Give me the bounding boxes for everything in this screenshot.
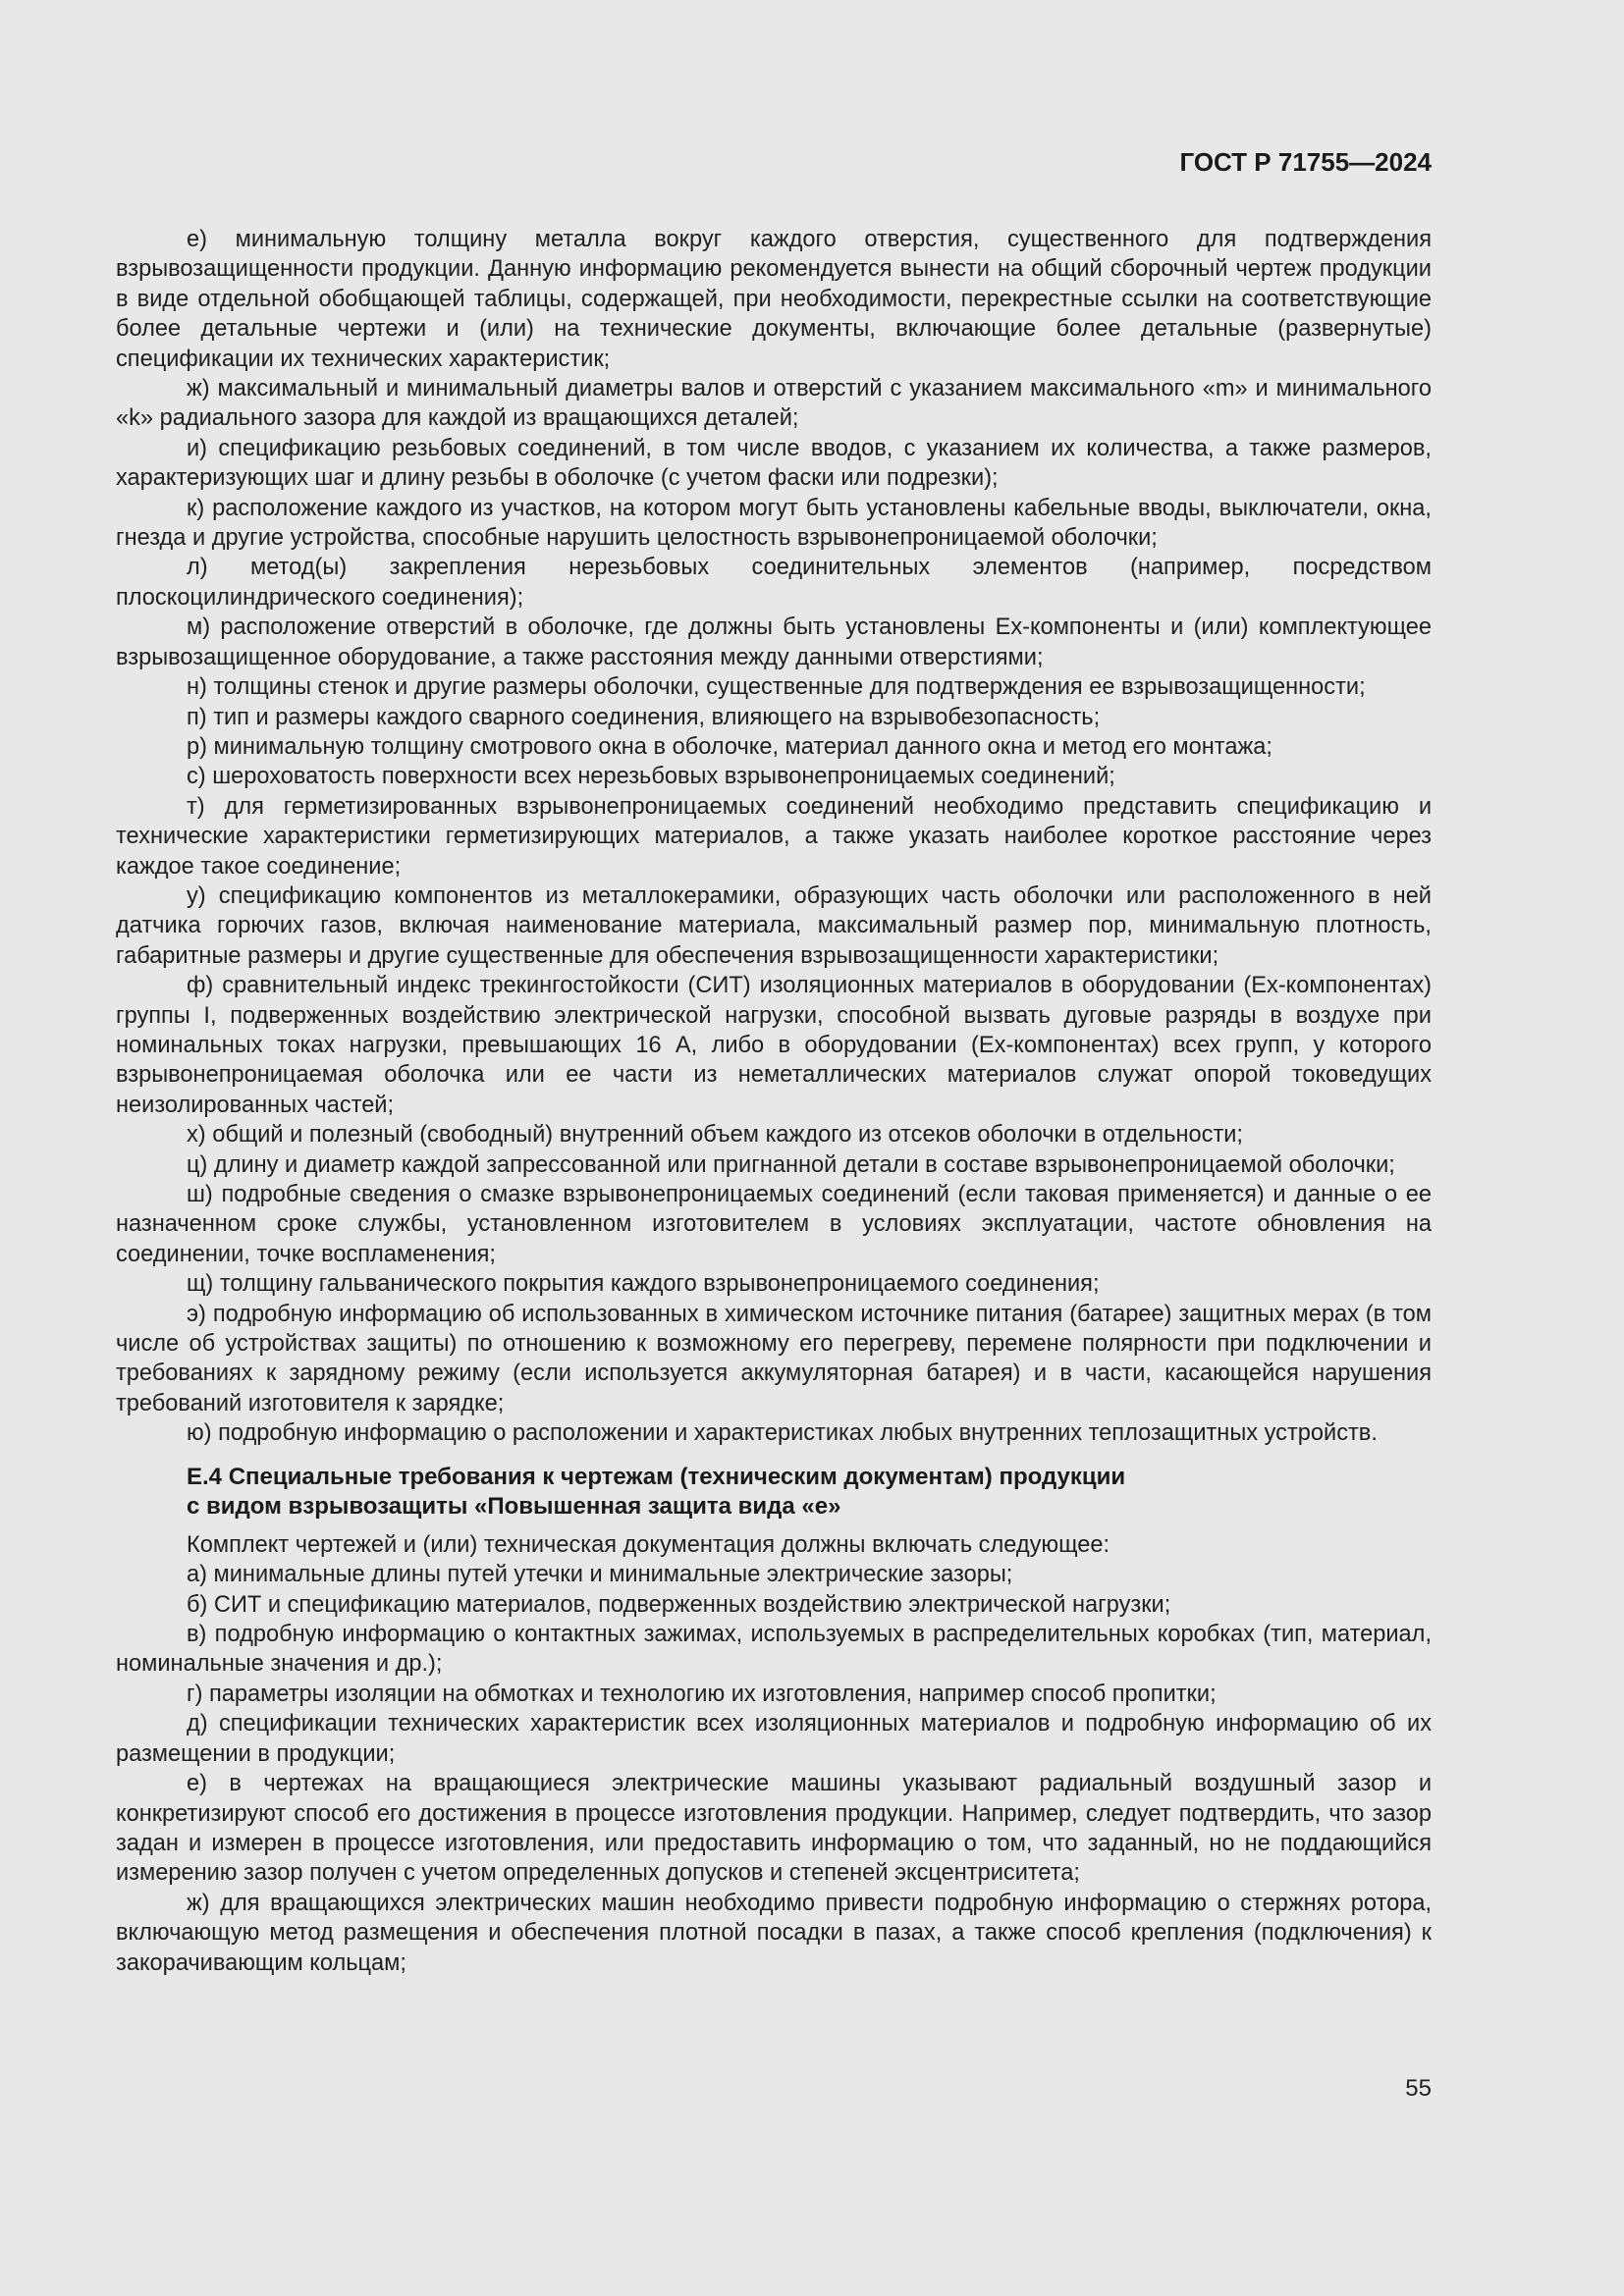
list-item-yu: ю) подробную информацию о расположении и характеристиках любых внутренних теплозащитных устройств. [187,1420,1378,1447]
list-item-shch: щ) толщину гальванического покрытия каждого взрывонепроницаемого соединения; [187,1271,1100,1298]
list-item-zh-2: ж) для вращающихся электрических машин необходимо привести подробную информацию о стержнях ротора, включающую метод размещения и обеспечения плотной посадки в пазах, а также способ крепления (подключения) к закорачивающим кольцам; [116,1890,1432,1976]
list-item-p: п) тип и размеры каждого сварного соединения, влияющего на взрывобезопасность; [187,704,1101,730]
list-item-l: л) метод(ы) закрепления нерезьбовых соединительных элементов (например, посредством плоскоцилиндрического соединения); [116,555,1432,611]
list-item-f: ф) сравнительный индекс трекингостойкости (СИТ) изоляционных материалов в оборудовании (Ex-компонентах) группы I, подверженных воздействию электрической нагрузки, способной вызвать дуговые разряды в воздухе при номинальных токах нагрузки, превышающих 16 А, либо в оборудовании (Ex-компонентах) всех групп, у которого взрывонепроницаемая оболочка или ее части из неметаллических материалов служат опорой токоведущих неизолированных частей; [116,973,1432,1118]
list-item-e2: э) подробную информацию об использованных в химическом источнике питания (батарее) защитных мерах (в том числе об устройствах защиты) по отношению к возможному его перегреву, перемене полярности при подключении и требованиях к зарядному режиму (если используется аккумуляторная батарея) и в части, касающейся нарушения требований изготовителя к зарядке; [116,1301,1432,1416]
list-item-d: д) спецификации технических характеристик всех изоляционных материалов и подробную информацию об их размещении в продукции; [116,1711,1432,1767]
section-title-line2: с видом взрывозащиты «Повышенная защита вида «е» [187,1493,841,1521]
list-item-u: у) спецификацию компонентов из металлокерамики, образующих часть оболочки или расположенного в ней датчика горючих газов, включая наименование материала, максимальный размер пор, минимальную плотность, габаритные размеры и другие существенные для обеспечения взрывозащищенности характеристики; [116,882,1432,969]
list-item-r: р) минимальную толщину смотрового окна в оболочке, материал данного окна и метод его монтажа; [187,733,1272,760]
list-item-k: к) расположение каждого из участков, на котором могут быть установлены кабельные вводы, выключатели, окна, гнезда и другие устройства, способные нарушить целостность взрывонепроницаемой оболочки; [116,495,1432,552]
list-item-a: а) минимальные длины путей утечки и минимальные электрические зазоры; [187,1562,1013,1588]
list-item-sh: ш) подробные сведения о смазке взрывонепроницаемых соединений (если таковая применяется) и данные о ее назначенном сроке службы, установленном изготовителем в условиях эксплуатации, частоте обновления на соединении, точке воспламенения; [116,1182,1432,1267]
document-code: ГОСТ Р 71755—2024 [1179,147,1432,177]
list-item-n: н) толщины стенок и другие размеры оболочки, существенные для подтверждения ее взрывозащищенности; [187,674,1366,701]
section-heading [187,1463,1432,1522]
section-title-line1: Е.4 Специальные требования к чертежам (техническим документам) продукции [187,1463,1126,1490]
list-item-b: б) СИТ и спецификацию материалов, подверженных воздействию электрической нагрузки; [187,1591,1171,1618]
list-item-i: и) спецификацию резьбовых соединений, в том числе вводов, с указанием их количества, а также размеров, характеризующих шаг и длину резьбы в оболочке (с учетом фаски или подрезки); [116,435,1432,492]
list-item-kh: х) общий и полезный (свободный) внутренний объем каждого из отсеков оболочки в отдельности; [187,1122,1243,1148]
intro-paragraph: Комплект чертежей и (или) техническая документация должны включать следующее: [187,1531,1110,1558]
list-item-v: в) подробную информацию о контактных зажимах, используемых в распределительных коробках (тип, материал, номинальные значения и др.); [116,1622,1432,1678]
list-item-ts: ц) длину и диаметр каждой запрессованной или пригнанной детали в составе взрывонепроницаемой оболочки; [187,1151,1395,1178]
list-item-g: г) параметры изоляции на обмотках и технологию их изготовления, например способ пропитки; [187,1681,1217,1707]
list-item-e-2: е) в чертежах на вращающиеся электрические машины указывают радиальный воздушный зазор и конкретизируют способ его достижения в процессе изготовления продукции. Например, следует подтвердить, что зазор задан и измерен в процессе изготовления, или предоставить информацию о том, что заданный, но не поддающийся измерению зазор получен с учетом определенных допусков и степеней эксцентриситета; [116,1771,1432,1887]
list-item-s: с) шероховатость поверхности всех нерезьбовых взрывонепроницаемых соединений; [187,764,1115,790]
list-item-zh: ж) максимальный и минимальный диаметры валов и отверстий с указанием максимального «m» и минимального «k» радиального зазора для каждой из вращающихся деталей; [116,376,1432,432]
list-item-m: м) расположение отверстий в оболочке, где должны быть установлены Ex-компоненты и (или) комплектующее взрывозащищенное оборудование, а также расстояния между данными отверстиями; [116,614,1432,670]
page-number: 55 [1405,2075,1432,2102]
page-content [116,225,1432,1978]
list-item-e: е) минимальную толщину металла вокруг каждого отверстия, существенного для подтверждения взрывозащищенности продукции. Данную информацию рекомендуется вынести на общий сборочный чертеж продукции в виде отдельной обобщающей таблицы, содержащей, при необходимости, перекрестные ссылки на соответствующие более детальные чертежи и (или) на технические документы, включающие более детальные (развернутые) спецификации их технических характеристик; [116,227,1432,372]
list-item-t: т) для герметизированных взрывонепроницаемых соединений необходимо представить спецификацию и технические характеристики герметизирующих материалов, а также указать наиболее короткое расстояние через каждое такое соединение; [116,793,1432,880]
